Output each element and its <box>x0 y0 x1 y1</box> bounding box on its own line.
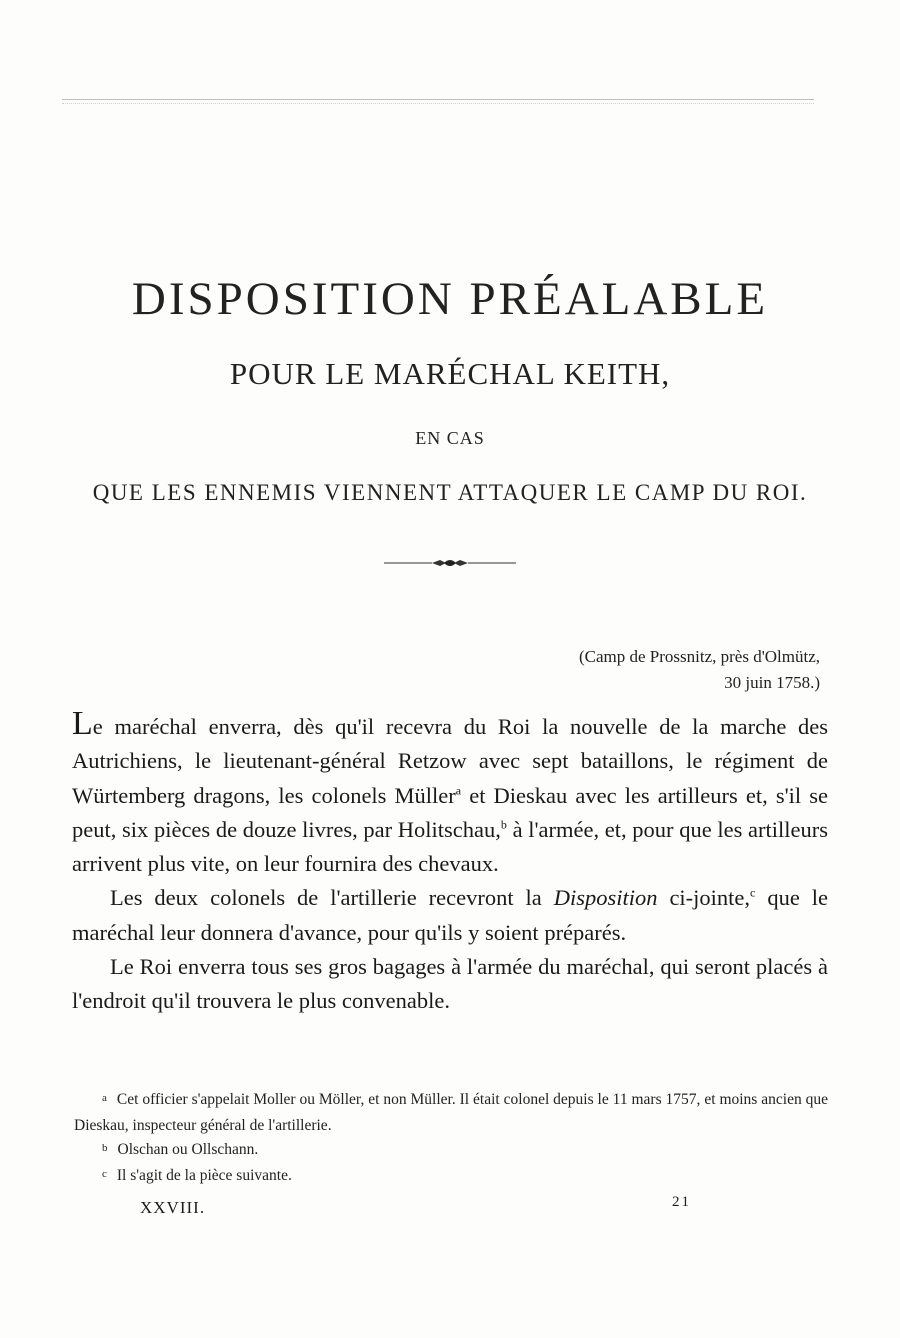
paragraph-2-italic: Disposition <box>553 885 658 911</box>
body-text <box>72 705 828 1019</box>
footnote-mark-a: a <box>455 783 462 798</box>
paragraph-2-text-c: que le maréchal leur donnera d'avance, pour qu'ils y soient préparés. <box>72 885 828 945</box>
footnote-c-text: Il s'agit de la pièce suivante. <box>116 1166 292 1184</box>
footnote-b-mark: b <box>102 1142 108 1154</box>
footnote-mark-c: c <box>750 885 756 900</box>
paragraph-3: Le Roi enverra tous ses gros bagages à l'armée du maréchal, qui seront placés à l'endroit qu'il trouvera le plus convenable. <box>72 954 828 1014</box>
paragraph-1-text-a: e maréchal enverra, dès qu'il recevra du Roi la nouvelle de la marche des Autrichiens, le lieutenant-général Retzow avec sept bataillons, le régiment de Würtemberg dragons, les colonels Müller <box>72 714 828 808</box>
paragraph-1-text-c: à l'armée, et, pour que les artilleurs arrivent plus vite, on leur fournira des chevaux. <box>72 816 828 877</box>
footnote-a-mark: a <box>102 1092 107 1104</box>
subtitle-marshal: POUR LE MARÉCHAL KEITH, <box>229 356 671 391</box>
ornament-divider-icon <box>384 556 516 570</box>
footnotes <box>74 1088 828 1189</box>
footnote-a <box>74 1088 828 1138</box>
dateline <box>440 644 820 696</box>
paragraph-2-text-b: ci-jointe, <box>657 885 751 911</box>
drop-cap: L <box>72 705 93 742</box>
dateline-place: (Camp de Prossnitz, près d'Olmütz, <box>578 647 820 666</box>
top-rule <box>62 99 814 100</box>
footnote-c <box>74 1164 828 1190</box>
paragraph-2-text-a: Les deux colonels de l'artillerie recevront la <box>110 885 554 911</box>
dateline-date: 30 juin 1758.) <box>724 673 820 692</box>
footnote-mark-b: b <box>500 817 507 832</box>
paragraph-2 <box>72 881 828 950</box>
page-number: 21 <box>672 1194 691 1210</box>
footnote-b <box>74 1138 828 1164</box>
footnote-b-text: Olschan ou Ollschann. <box>117 1141 259 1158</box>
volume-signature: XXVIII. <box>140 1198 206 1217</box>
top-rule-dotted <box>62 103 814 104</box>
paragraph-1-text-b: et Dieskau avec les artilleurs et, s'il se peut, six pièces de douze livres, par Holitschau, <box>72 782 828 842</box>
page-title: DISPOSITION PRÉALABLE <box>131 273 769 325</box>
footnote-a-text: Cet officier s'appelait Moller ou Möller, et non Müller. Il était colonel depuis le 11 mars 1757, et moins ancien que Dieskau, inspecteur général de l'artillerie. <box>74 1091 828 1134</box>
subtitle-enemies: QUE LES ENNEMIS VIENNENT ATTAQUER LE CAMP DU ROI. <box>92 480 808 505</box>
footnote-c-mark: c <box>102 1167 107 1180</box>
subtitle-en-cas: EN CAS <box>415 428 485 448</box>
paragraph-1 <box>72 705 828 881</box>
